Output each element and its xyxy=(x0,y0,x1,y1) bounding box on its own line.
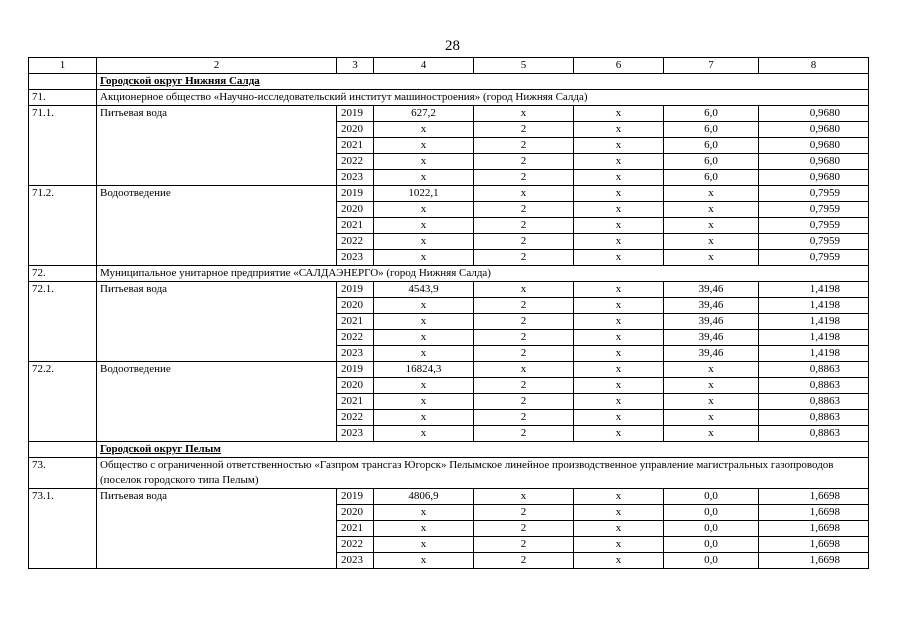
value-cell: 2 xyxy=(474,426,574,442)
value-cell: 2 xyxy=(474,122,574,138)
org-name: Акционерное общество «Научно-исследовательский институт машиностроения» (город Нижняя Салда) xyxy=(97,90,869,106)
region-title: Городской округ Пелым xyxy=(100,443,221,455)
table-row xyxy=(29,362,869,378)
value-cell: x xyxy=(374,537,474,553)
value-cell: x xyxy=(664,378,759,394)
value-cell: x xyxy=(374,346,474,362)
value-cell: 0,0 xyxy=(664,505,759,521)
year-cell: 2023 xyxy=(337,346,374,362)
value-cell: 2 xyxy=(474,154,574,170)
value-cell: 1,6698 xyxy=(759,553,869,569)
value-cell: x xyxy=(574,170,664,186)
value-cell: 2 xyxy=(474,314,574,330)
page-number: 28 xyxy=(445,38,460,54)
value-cell: x xyxy=(374,234,474,250)
year-cell: 2022 xyxy=(337,537,374,553)
header-cell: 2 xyxy=(97,58,337,74)
header-cell: 1 xyxy=(29,58,97,74)
service-name: Питьевая вода xyxy=(97,489,337,569)
value-cell: 39,46 xyxy=(664,282,759,298)
year-cell: 2022 xyxy=(337,234,374,250)
value-cell: 39,46 xyxy=(664,346,759,362)
year-cell: 2023 xyxy=(337,170,374,186)
value-cell: x xyxy=(374,314,474,330)
header-cell: 4 xyxy=(374,58,474,74)
header-cell: 6 xyxy=(574,58,664,74)
value-cell: x xyxy=(474,106,574,122)
value-cell: 0,0 xyxy=(664,489,759,505)
value-cell: 1,6698 xyxy=(759,489,869,505)
header-cell: 3 xyxy=(337,58,374,74)
value-cell: x xyxy=(574,537,664,553)
value-cell: x xyxy=(374,505,474,521)
year-cell: 2021 xyxy=(337,138,374,154)
value-cell: x xyxy=(474,362,574,378)
value-cell: 4806,9 xyxy=(374,489,474,505)
year-cell: 2021 xyxy=(337,218,374,234)
value-cell: 1,6698 xyxy=(759,505,869,521)
value-cell: x xyxy=(574,346,664,362)
header-row xyxy=(29,58,869,74)
value-cell: 0,8863 xyxy=(759,362,869,378)
value-cell: 1,4198 xyxy=(759,346,869,362)
value-cell: 2 xyxy=(474,138,574,154)
value-cell: x xyxy=(574,282,664,298)
year-cell: 2020 xyxy=(337,202,374,218)
org-number: 73. xyxy=(29,458,97,489)
service-number: 71.2. xyxy=(29,186,97,266)
value-cell: 0,7959 xyxy=(759,186,869,202)
value-cell: 2 xyxy=(474,330,574,346)
value-cell: 0,0 xyxy=(664,521,759,537)
value-cell: x xyxy=(474,489,574,505)
value-cell: x xyxy=(574,218,664,234)
value-cell: 0,0 xyxy=(664,553,759,569)
value-cell: x xyxy=(574,489,664,505)
value-cell: x xyxy=(664,394,759,410)
org-row xyxy=(29,266,869,282)
year-cell: 2020 xyxy=(337,505,374,521)
value-cell: x xyxy=(574,553,664,569)
value-cell: x xyxy=(574,202,664,218)
value-cell: x xyxy=(574,362,664,378)
region-row xyxy=(29,442,869,458)
value-cell: 6,0 xyxy=(664,170,759,186)
value-cell: 2 xyxy=(474,202,574,218)
value-cell: x xyxy=(574,521,664,537)
value-cell: x xyxy=(374,330,474,346)
table-row xyxy=(29,489,869,505)
header-cell: 8 xyxy=(759,58,869,74)
value-cell: x xyxy=(574,234,664,250)
value-cell: 2 xyxy=(474,346,574,362)
year-cell: 2019 xyxy=(337,186,374,202)
value-cell: x xyxy=(374,218,474,234)
value-cell: 6,0 xyxy=(664,154,759,170)
value-cell: x xyxy=(664,234,759,250)
value-cell: 1,4198 xyxy=(759,282,869,298)
value-cell: 6,0 xyxy=(664,106,759,122)
value-cell: x xyxy=(574,378,664,394)
value-cell: x xyxy=(574,122,664,138)
value-cell: 0,7959 xyxy=(759,202,869,218)
value-cell: 2 xyxy=(474,170,574,186)
value-cell: x xyxy=(374,138,474,154)
value-cell: x xyxy=(374,410,474,426)
value-cell: 2 xyxy=(474,234,574,250)
year-cell: 2020 xyxy=(337,122,374,138)
value-cell: 1,4198 xyxy=(759,314,869,330)
value-cell: 2 xyxy=(474,218,574,234)
value-cell: x xyxy=(664,362,759,378)
empty-cell xyxy=(29,74,97,90)
service-name: Водоотведение xyxy=(97,362,337,442)
year-cell: 2022 xyxy=(337,330,374,346)
org-name: Общество с ограниченной ответственностью «Газпром трансгаз Югорск» Пелымское линейное производственное управление магистральных газопроводов (поселок городского типа Пелым) xyxy=(97,458,869,489)
value-cell: 0,7959 xyxy=(759,218,869,234)
service-number: 73.1. xyxy=(29,489,97,569)
value-cell: x xyxy=(374,122,474,138)
table-row xyxy=(29,282,869,298)
value-cell: x xyxy=(574,298,664,314)
org-row xyxy=(29,458,869,489)
value-cell: 0,7959 xyxy=(759,234,869,250)
value-cell: x xyxy=(664,218,759,234)
value-cell: x xyxy=(574,186,664,202)
value-cell: 2 xyxy=(474,394,574,410)
value-cell: x xyxy=(664,426,759,442)
value-cell: 0,0 xyxy=(664,537,759,553)
service-number: 71.1. xyxy=(29,106,97,186)
value-cell: x xyxy=(474,186,574,202)
value-cell: x xyxy=(374,298,474,314)
org-number: 72. xyxy=(29,266,97,282)
tariff-table xyxy=(28,57,869,569)
header-cell: 7 xyxy=(664,58,759,74)
value-cell: x xyxy=(374,250,474,266)
value-cell: 39,46 xyxy=(664,298,759,314)
value-cell: x xyxy=(574,138,664,154)
value-cell: 0,9680 xyxy=(759,154,869,170)
service-name: Питьевая вода xyxy=(97,106,337,186)
value-cell: x xyxy=(664,186,759,202)
table-row xyxy=(29,106,869,122)
region-title: Городской округ Нижняя Салда xyxy=(100,75,260,87)
service-name: Водоотведение xyxy=(97,186,337,266)
value-cell: x xyxy=(574,314,664,330)
service-number: 72.2. xyxy=(29,362,97,442)
year-cell: 2019 xyxy=(337,362,374,378)
value-cell: 0,8863 xyxy=(759,394,869,410)
year-cell: 2020 xyxy=(337,378,374,394)
value-cell: 1022,1 xyxy=(374,186,474,202)
value-cell: 0,9680 xyxy=(759,122,869,138)
value-cell: 1,6698 xyxy=(759,521,869,537)
org-row xyxy=(29,90,869,106)
value-cell: x xyxy=(374,553,474,569)
value-cell: 0,8863 xyxy=(759,378,869,394)
org-name: Муниципальное унитарное предприятие «САЛДАЭНЕРГО» (город Нижняя Салда) xyxy=(97,266,869,282)
value-cell: 0,8863 xyxy=(759,426,869,442)
year-cell: 2023 xyxy=(337,250,374,266)
value-cell: 2 xyxy=(474,378,574,394)
value-cell: 2 xyxy=(474,537,574,553)
service-number: 72.1. xyxy=(29,282,97,362)
value-cell: 6,0 xyxy=(664,138,759,154)
value-cell: x xyxy=(374,521,474,537)
value-cell: 16824,3 xyxy=(374,362,474,378)
table-body xyxy=(29,58,869,569)
year-cell: 2023 xyxy=(337,553,374,569)
value-cell: 0,9680 xyxy=(759,138,869,154)
value-cell: x xyxy=(574,106,664,122)
value-cell: 0,7959 xyxy=(759,250,869,266)
value-cell: 2 xyxy=(474,250,574,266)
value-cell: x xyxy=(664,202,759,218)
value-cell: x xyxy=(574,330,664,346)
year-cell: 2019 xyxy=(337,282,374,298)
value-cell: x xyxy=(574,394,664,410)
value-cell: x xyxy=(374,154,474,170)
value-cell: 2 xyxy=(474,505,574,521)
header-cell: 5 xyxy=(474,58,574,74)
region-row xyxy=(29,74,869,90)
year-cell: 2022 xyxy=(337,410,374,426)
value-cell: x xyxy=(374,378,474,394)
value-cell: 0,8863 xyxy=(759,410,869,426)
value-cell: x xyxy=(574,426,664,442)
empty-cell xyxy=(29,442,97,458)
value-cell: x xyxy=(374,426,474,442)
value-cell: x xyxy=(574,410,664,426)
year-cell: 2021 xyxy=(337,521,374,537)
value-cell: 2 xyxy=(474,521,574,537)
value-cell: 2 xyxy=(474,553,574,569)
value-cell: x xyxy=(574,154,664,170)
year-cell: 2021 xyxy=(337,314,374,330)
value-cell: x xyxy=(374,170,474,186)
value-cell: x xyxy=(574,250,664,266)
year-cell: 2023 xyxy=(337,426,374,442)
value-cell: 0,9680 xyxy=(759,170,869,186)
value-cell: 2 xyxy=(474,410,574,426)
value-cell: 4543,9 xyxy=(374,282,474,298)
year-cell: 2020 xyxy=(337,298,374,314)
year-cell: 2021 xyxy=(337,394,374,410)
value-cell: x xyxy=(664,250,759,266)
value-cell: 627,2 xyxy=(374,106,474,122)
value-cell: x xyxy=(374,394,474,410)
value-cell: x xyxy=(374,202,474,218)
year-cell: 2022 xyxy=(337,154,374,170)
value-cell: 1,6698 xyxy=(759,537,869,553)
value-cell: 6,0 xyxy=(664,122,759,138)
service-name: Питьевая вода xyxy=(97,282,337,362)
org-number: 71. xyxy=(29,90,97,106)
year-cell: 2019 xyxy=(337,106,374,122)
value-cell: x xyxy=(474,282,574,298)
value-cell: 39,46 xyxy=(664,314,759,330)
value-cell: 39,46 xyxy=(664,330,759,346)
value-cell: 0,9680 xyxy=(759,106,869,122)
region-cell xyxy=(97,74,869,90)
value-cell: 1,4198 xyxy=(759,330,869,346)
value-cell: x xyxy=(574,505,664,521)
region-cell xyxy=(97,442,869,458)
table-row xyxy=(29,186,869,202)
value-cell: x xyxy=(664,410,759,426)
value-cell: 2 xyxy=(474,298,574,314)
year-cell: 2019 xyxy=(337,489,374,505)
value-cell: 1,4198 xyxy=(759,298,869,314)
